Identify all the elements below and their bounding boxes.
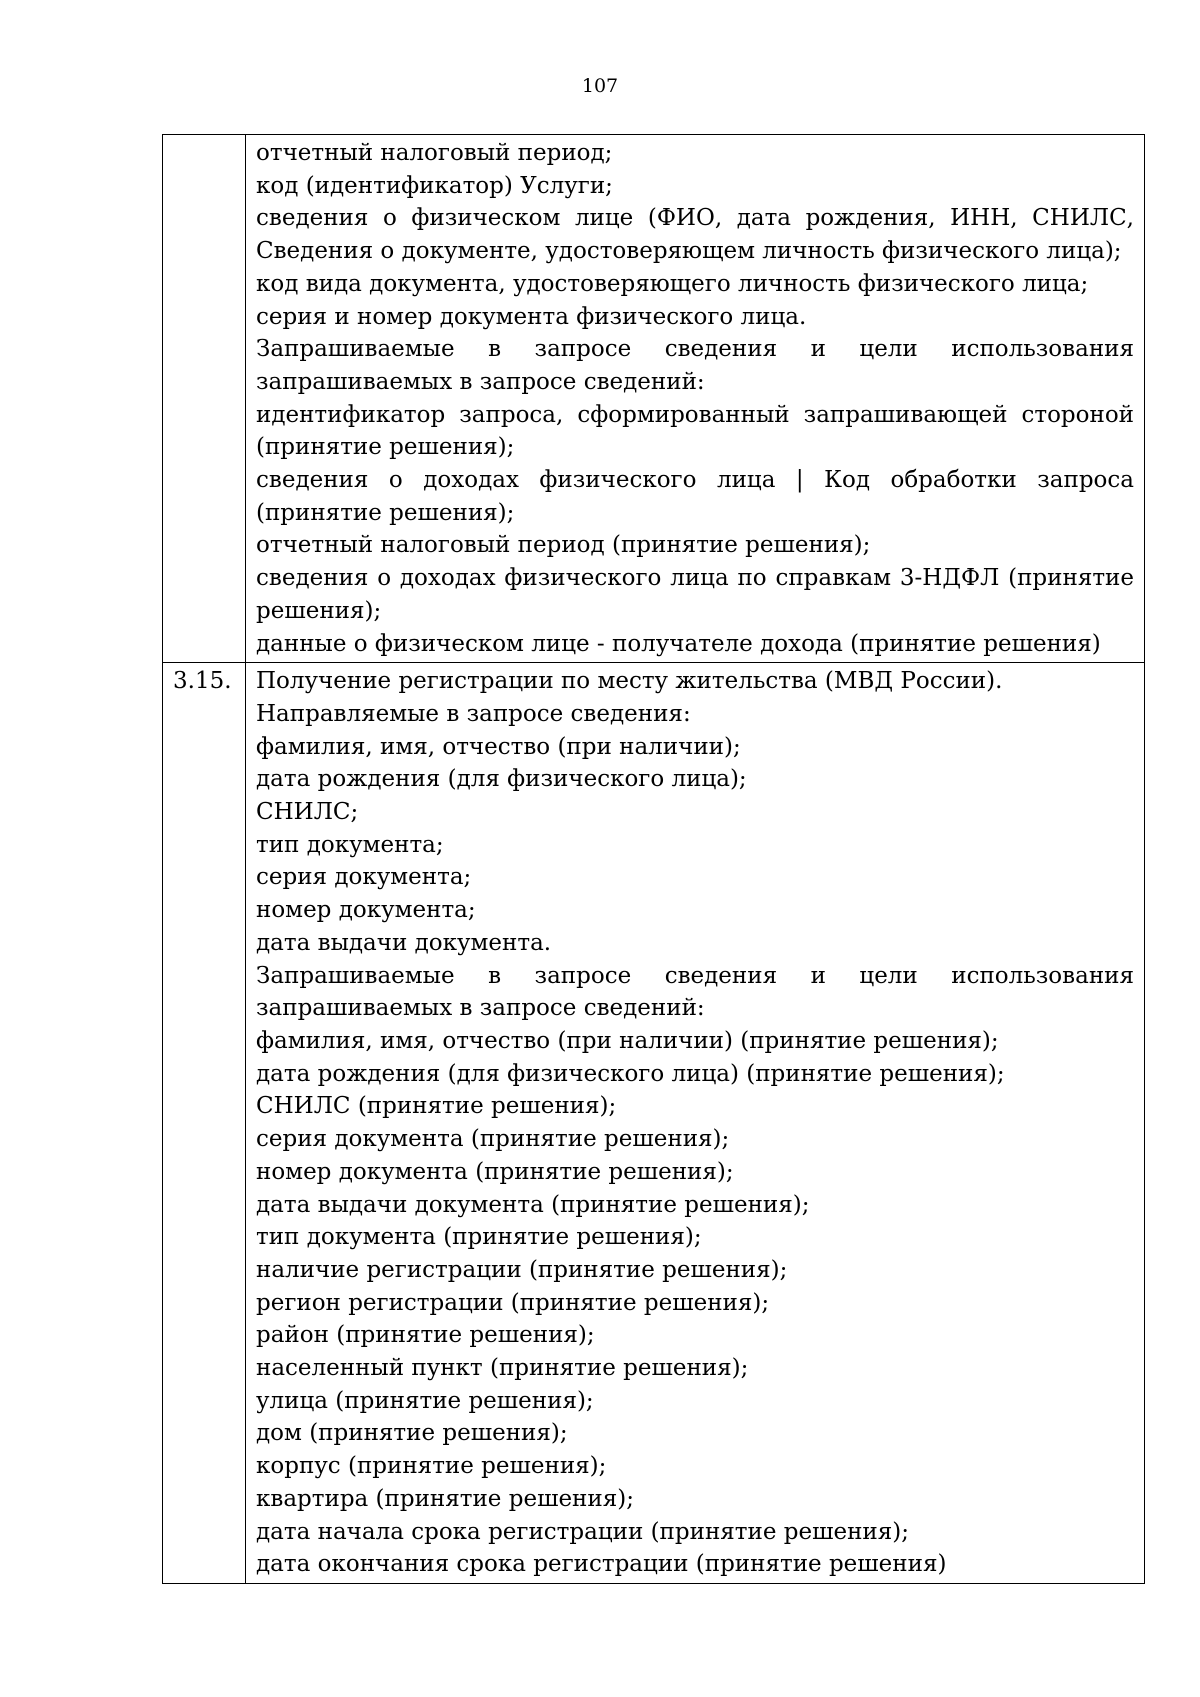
text-line: фамилия, имя, отчество (при наличии) (принятие решения); [256, 1027, 999, 1054]
text-line: серия документа; [256, 864, 472, 891]
row-number-cell [163, 135, 246, 663]
table-row [163, 135, 1145, 663]
text-line: фамилия, имя, отчество (при наличии); [256, 733, 741, 760]
page-number: 107 [581, 75, 619, 97]
text-line: населенный пункт (принятие решения); [256, 1355, 749, 1382]
row-content-cell [246, 135, 1145, 663]
text-line: район (принятие решения); [256, 1322, 595, 1349]
text-line: квартира (принятие решения); [256, 1485, 634, 1512]
table-row [163, 663, 1145, 1584]
text-line: запрашиваемых в запросе сведений: [256, 995, 705, 1022]
text-line: регион регистрации (принятие решения); [256, 1289, 770, 1316]
text-line: запрашиваемых в запросе сведений: [256, 368, 705, 395]
row-content-cell [246, 663, 1145, 1584]
text-line: серия и номер документа физического лица. [256, 303, 807, 330]
text-line: код вида документа, удостоверяющего личность физического лица; [256, 270, 1089, 297]
row-number-cell: 3.15. [163, 663, 246, 1584]
text-line: номер документа (принятие решения); [256, 1158, 734, 1185]
text-line: серия документа (принятие решения); [256, 1126, 730, 1153]
text-line: решения); [256, 597, 382, 624]
text-line: сведения о физическом лице (ФИО, дата рождения, ИНН, СНИЛС, [256, 205, 1134, 232]
text-line: сведения о доходах физического лица | Код обработки запроса [256, 467, 1134, 494]
text-line: тип документа; [256, 831, 444, 858]
text-line: дата рождения (для физического лица) (принятие решения); [256, 1060, 1005, 1087]
text-line: дата окончания срока регистрации (принятие решения) [256, 1551, 947, 1578]
text-line: наличие регистрации (принятие решения); [256, 1256, 788, 1283]
text-line: номер документа; [256, 897, 476, 924]
text-line: Сведения о документе, удостоверяющем личность физического лица); [256, 238, 1122, 265]
text-line: дата выдачи документа. [256, 929, 552, 956]
table-body [163, 135, 1145, 1584]
text-line: идентификатор запроса, сформированный запрашивающей стороной [256, 401, 1134, 428]
text-line: дата рождения (для физического лица); [256, 766, 747, 793]
text-line: отчетный налоговый период; [256, 140, 613, 166]
text-line: Направляемые в запросе сведения: [256, 700, 691, 727]
text-line: Запрашиваемые в запросе сведения и цели использования [256, 336, 1134, 363]
text-line: сведения о доходах физического лица по справкам 3-НДФЛ (принятие [256, 565, 1134, 592]
text-line: отчетный налоговый период (принятие решения); [256, 532, 871, 559]
text-line: Получение регистрации по месту жительства (МВД России). [256, 668, 1003, 695]
text-line: дом (принятие решения); [256, 1420, 568, 1447]
text-line: СНИЛС; [256, 799, 359, 826]
text-line: тип документа (принятие решения); [256, 1224, 702, 1251]
text-line: данные о физическом лице - получателе дохода (принятие решения) [256, 630, 1101, 657]
text-line: (принятие решения); [256, 434, 515, 461]
text-line: СНИЛС (принятие решения); [256, 1093, 617, 1120]
text-line: (принятие решения); [256, 499, 515, 526]
text-line: код (идентификатор) Услуги; [256, 172, 613, 199]
text-line: дата начала срока регистрации (принятие решения); [256, 1518, 909, 1545]
text-line: дата выдачи документа (принятие решения); [256, 1191, 810, 1218]
text-line: улица (принятие решения); [256, 1387, 594, 1414]
text-line: корпус (принятие решения); [256, 1453, 607, 1480]
requirements-table [162, 134, 1145, 1584]
text-line: Запрашиваемые в запросе сведения и цели использования [256, 962, 1134, 989]
